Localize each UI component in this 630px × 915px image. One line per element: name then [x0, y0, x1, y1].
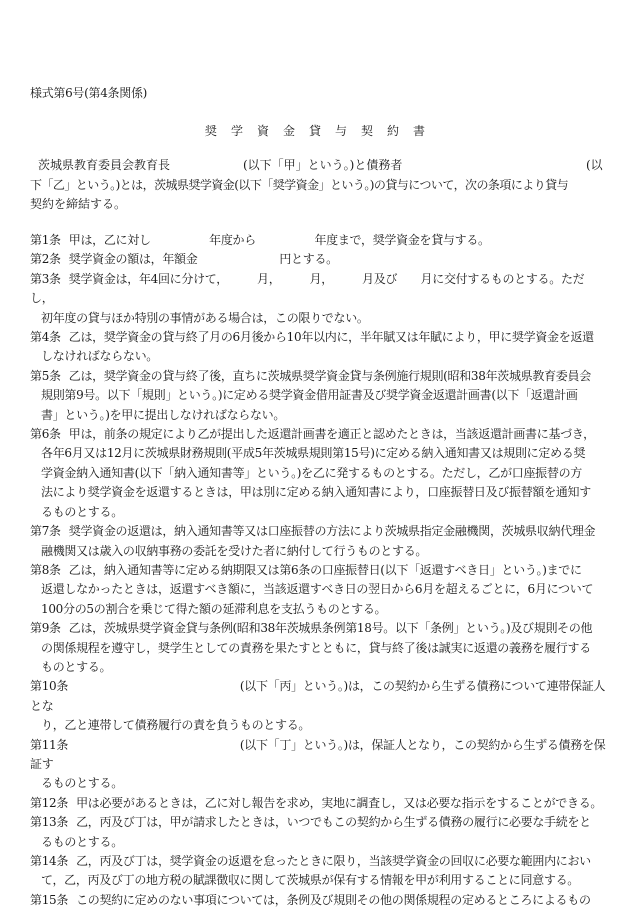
article-text: (以下「丁」という。)は，保証人となり，この契約から生ずる債務を保証す [30, 737, 606, 771]
article-text: 乙は，奨学資金の貸与終了後，直ちに茨城県奨学資金貸与条例施行規則(昭和38年茨城県教育委員会 [68, 368, 591, 383]
article-text: 甲は，前条の規定により乙が提出した返還計画書を適正と認めたときは，当該返還計画書に基づき， [68, 427, 595, 442]
article [30, 794, 607, 813]
article-first-line [30, 367, 607, 386]
article-continuation-line: 書」という。)を甲に提出しなければならない。 [41, 407, 286, 422]
article-text: 奨学資金の返還は，納入通知書等又は口座振替の方法により茨城県指定金融機関，茨城県収納代理金 [68, 524, 596, 539]
title-char: 書 [413, 124, 426, 138]
article-text: 奨学資金の額は，年額金 円とする。 [68, 252, 338, 267]
article-number: 第6条 [30, 427, 61, 442]
article [30, 367, 607, 425]
article-continuation-line: ものとする。 [41, 659, 112, 674]
article-number: 第4条 [30, 330, 61, 345]
article-first-line [30, 425, 607, 444]
title-char: 金 [282, 124, 295, 138]
article-continuation-line: 法により奨学資金を返還するときは，甲は別に定める納入通知書により，口座振替日及び振替額を通知す [41, 485, 591, 500]
article-continuation-line: 融機関又は歳入の収納事務の委託を受けた者に納付して行うものとする。 [41, 543, 428, 558]
title-char: 貸 [308, 124, 321, 138]
article-continuation-line: るものとする。 [41, 776, 123, 791]
article-number: 第10条 [30, 679, 69, 694]
article-first-line [30, 619, 607, 638]
article [30, 561, 607, 619]
article-first-line [30, 891, 607, 910]
article [30, 677, 607, 735]
article [30, 813, 607, 852]
form-number: 様式第6号(第4条関係) [30, 86, 148, 100]
article-text: この契約に定めのない事項については，条例及び規則その他の関係規程の定めるところによるもの [76, 892, 591, 907]
article-number: 第15条 [30, 892, 69, 907]
article-first-line [30, 813, 607, 832]
article-first-line [30, 328, 607, 347]
article-continuation-line: 初年度の貸与ほか特別の事情がある場合は，この限りでない。 [41, 310, 369, 325]
article-continuation-line: 返還しなかったときは，返還すべき額に，当該返還すべき日の翌日から6月を超えるごとに，6月について [41, 582, 594, 597]
document-title [0, 123, 630, 139]
articles-list [30, 231, 607, 910]
article-number: 第12条 [30, 795, 69, 810]
article-first-line [30, 561, 607, 580]
article [30, 619, 607, 677]
article [30, 250, 607, 269]
article-number: 第13条 [30, 815, 69, 830]
intro-line-2: 下「乙」という。)とは，茨城県奨学資金(以下「奨学資金」という。)の貸与について，次の条項により貸与 [30, 177, 569, 192]
article-text: 乙，丙及び丁は，奨学資金の返還を怠ったときに限り，当該奨学資金の回収に必要な範囲内におい [76, 854, 591, 868]
article [30, 891, 607, 910]
title-char: 奨 [204, 124, 217, 138]
article-text: 乙は，茨城県奨学資金貸与条例(昭和38年茨城県条例第18号。以下「条例」という。)及び規則その他 [68, 621, 593, 636]
article-text: (以下「丙」という。)は，この契約から生ずる債務について連帯保証人とな [30, 679, 606, 713]
intro-line-3: 契約を締結する。 [30, 197, 127, 211]
article-first-line [30, 736, 607, 775]
title-char: 契 [361, 124, 374, 138]
article-number: 第11条 [30, 737, 69, 752]
article-continuation-line: 規則第9号。以下「規則」という。)に定める奨学資金借用証書及び奨学資金返還計画書(以下「返還計画 [41, 388, 578, 403]
article-number: 第8条 [30, 562, 61, 577]
article-text: 乙，丙及び丁は，甲が請求したときは，いつでもこの契約から生ずる債務の履行に必要な手続をと [76, 815, 591, 830]
article-first-line [30, 522, 607, 541]
article-text: 甲は必要があるときは，乙に対し報告を求め，実地に調査し，又は必要な指示をすることができる。 [76, 795, 603, 810]
article-number: 第1条 [30, 233, 61, 247]
title-char: 学 [230, 124, 243, 138]
article-first-line [30, 794, 607, 813]
article-continuation-line: の関係規程を遵守し，奨学生としての責務を果たすとともに，貸与終了後は誠実に返還の義務を履行する [41, 640, 591, 655]
article-first-line [30, 270, 607, 309]
article-number: 第3条 [30, 271, 61, 286]
article-continuation-line: しなければならない。 [41, 349, 159, 364]
article-continuation-line: 100分の5の割合を乗じて得た額の延滞利息を支払うものとする。 [41, 601, 387, 616]
article-number: 第7条 [30, 524, 61, 539]
article [30, 270, 607, 328]
article-text: 奨学資金は，年4回に分けて， 月， 月， 月及び 月に交付するものとする。ただし， [30, 271, 585, 306]
article-continuation-line: るものとする。 [41, 834, 123, 849]
article [30, 231, 607, 250]
article-continuation-line: て，乙，丙及び丁の地方税の賦課徴収に関して茨城県が保有する情報を甲が利用することに同意する。 [41, 873, 579, 888]
article-continuation-line: り，乙と連帯して債務履行の責を負うものとする。 [41, 718, 311, 733]
article-first-line [30, 250, 607, 269]
title-char: 約 [387, 124, 400, 138]
article-text: 乙は，納入通知書等に定める納期限又は第6条の口座振替日(以下「返還すべき日」という。)までに [68, 562, 582, 577]
title-char: 資 [256, 124, 269, 138]
article-number: 第2条 [30, 252, 61, 267]
article-continuation-line: るものとする。 [41, 504, 123, 519]
article [30, 522, 607, 561]
article-number: 第5条 [30, 368, 61, 383]
article-first-line [30, 231, 607, 250]
article [30, 425, 607, 522]
article-first-line [30, 852, 607, 871]
title-char: 与 [335, 124, 348, 138]
article-text: 乙は，奨学資金の貸与終了月の6月後から10年以内に，半年賦又は年賦により，甲に奨学資金を返還 [68, 330, 594, 345]
intro-paragraph [30, 156, 605, 215]
article-continuation-line: 学資金納入通知書(以下「納入通知書等」という。)を乙に発するものとする。ただし，乙が口座振替の方 [41, 465, 582, 480]
article [30, 852, 607, 891]
article-text: 甲は，乙に対し 年度から 年度まで，奨学資金を貸与する。 [68, 233, 490, 247]
article [30, 736, 607, 794]
article-first-line [30, 677, 607, 716]
intro-issuer: 茨城県教育委員会教育長 [38, 158, 171, 172]
intro-line-1 [30, 156, 605, 176]
article-number: 第14条 [30, 854, 69, 868]
intro-debtor: (以下「甲」という。)と債務者 [243, 158, 403, 172]
article [30, 328, 607, 367]
article-number: 第9条 [30, 621, 61, 636]
article-continuation-line: 各年6月又は12月に茨城県財務規則(平成5年茨城県規則第15号)に定める納入通知書又は規則に定める奨 [41, 446, 586, 461]
intro-tail: (以 [586, 158, 603, 172]
